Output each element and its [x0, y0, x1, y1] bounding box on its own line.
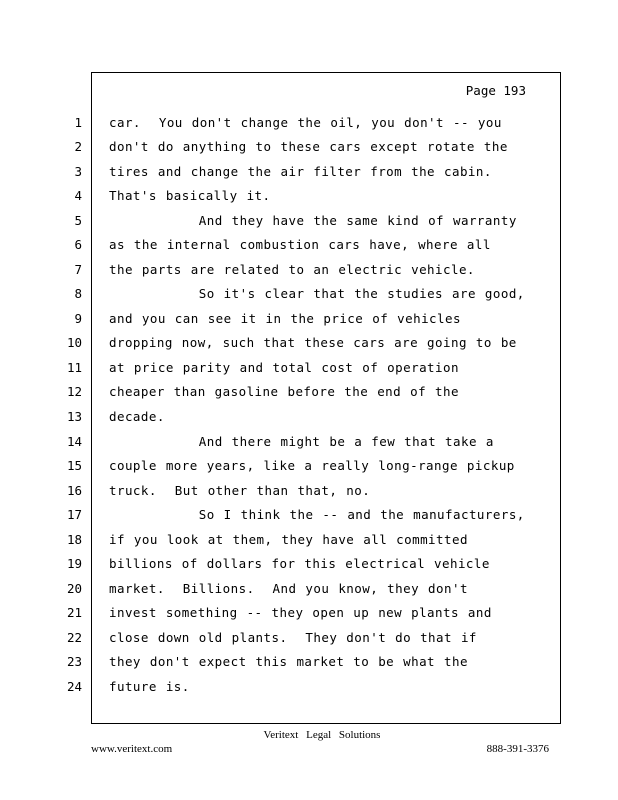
line-number: 10 — [66, 335, 82, 350]
line-number: 16 — [66, 483, 82, 498]
transcript-line: So it's clear that the studies are good, — [109, 286, 525, 301]
transcript-line: decade. — [109, 409, 165, 424]
line-number: 6 — [74, 237, 82, 252]
transcript-line: truck. But other than that, no. — [109, 483, 371, 498]
transcript-line: cheaper than gasoline before the end of the — [109, 384, 459, 399]
line-number: 13 — [66, 409, 82, 424]
footer-company: Veritext Legal Solutions — [263, 729, 381, 741]
transcript-line: So I think the -- and the manufacturers, — [109, 507, 525, 522]
transcript-line: That's basically it. — [109, 188, 271, 203]
line-number: 14 — [66, 434, 82, 449]
line-number: 9 — [74, 311, 82, 326]
line-number: 18 — [66, 532, 82, 547]
transcript-line: And there might be a few that take a — [109, 434, 494, 449]
line-number: 20 — [66, 581, 82, 596]
page-number: Page 193 — [465, 83, 526, 98]
transcript-line: as the internal combustion cars have, where all — [109, 237, 491, 252]
line-number: 7 — [74, 262, 82, 277]
line-number: 2 — [74, 139, 82, 154]
line-number: 17 — [66, 507, 82, 522]
line-number: 12 — [66, 384, 82, 399]
footer-phone: 888-391-3376 — [486, 743, 549, 755]
transcript-line: don't do anything to these cars except rotate the — [109, 139, 508, 154]
line-number: 11 — [66, 360, 82, 375]
transcript-line: they don't expect this market to be what the — [109, 654, 468, 669]
transcript-line: close down old plants. They don't do that if — [109, 630, 477, 645]
line-number: 1 — [74, 115, 82, 130]
transcript-line: tires and change the air filter from the cabin. — [109, 164, 492, 179]
transcript-line: and you can see it in the price of vehicles — [109, 311, 461, 326]
footer-website: www.veritext.com — [91, 743, 173, 755]
line-number: 4 — [74, 188, 82, 203]
line-number: 21 — [66, 605, 82, 620]
line-number: 5 — [74, 213, 82, 228]
line-number: 15 — [66, 458, 82, 473]
transcript-line: couple more years, like a really long-range pickup — [109, 458, 515, 473]
line-number: 8 — [74, 286, 82, 301]
transcript-line: billions of dollars for this electrical vehicle — [109, 556, 490, 571]
transcript-line: the parts are related to an electric vehicle. — [109, 262, 475, 277]
transcript-line: at price parity and total cost of operation — [109, 360, 459, 375]
transcript-line: invest something -- they open up new plants and — [109, 605, 492, 620]
transcript-line: dropping now, such that these cars are going to be — [109, 335, 517, 350]
line-number: 22 — [66, 630, 82, 645]
line-number: 24 — [66, 679, 82, 694]
transcript-line: car. You don't change the oil, you don't -- you — [109, 115, 502, 130]
line-number: 3 — [74, 164, 82, 179]
line-number: 19 — [66, 556, 82, 571]
transcript-line: if you look at them, they have all committed — [109, 532, 468, 547]
line-number: 23 — [66, 654, 82, 669]
transcript-line: And they have the same kind of warranty — [109, 213, 517, 228]
transcript-line: future is. — [109, 679, 190, 694]
transcript-line: market. Billions. And you know, they don't — [109, 581, 468, 596]
